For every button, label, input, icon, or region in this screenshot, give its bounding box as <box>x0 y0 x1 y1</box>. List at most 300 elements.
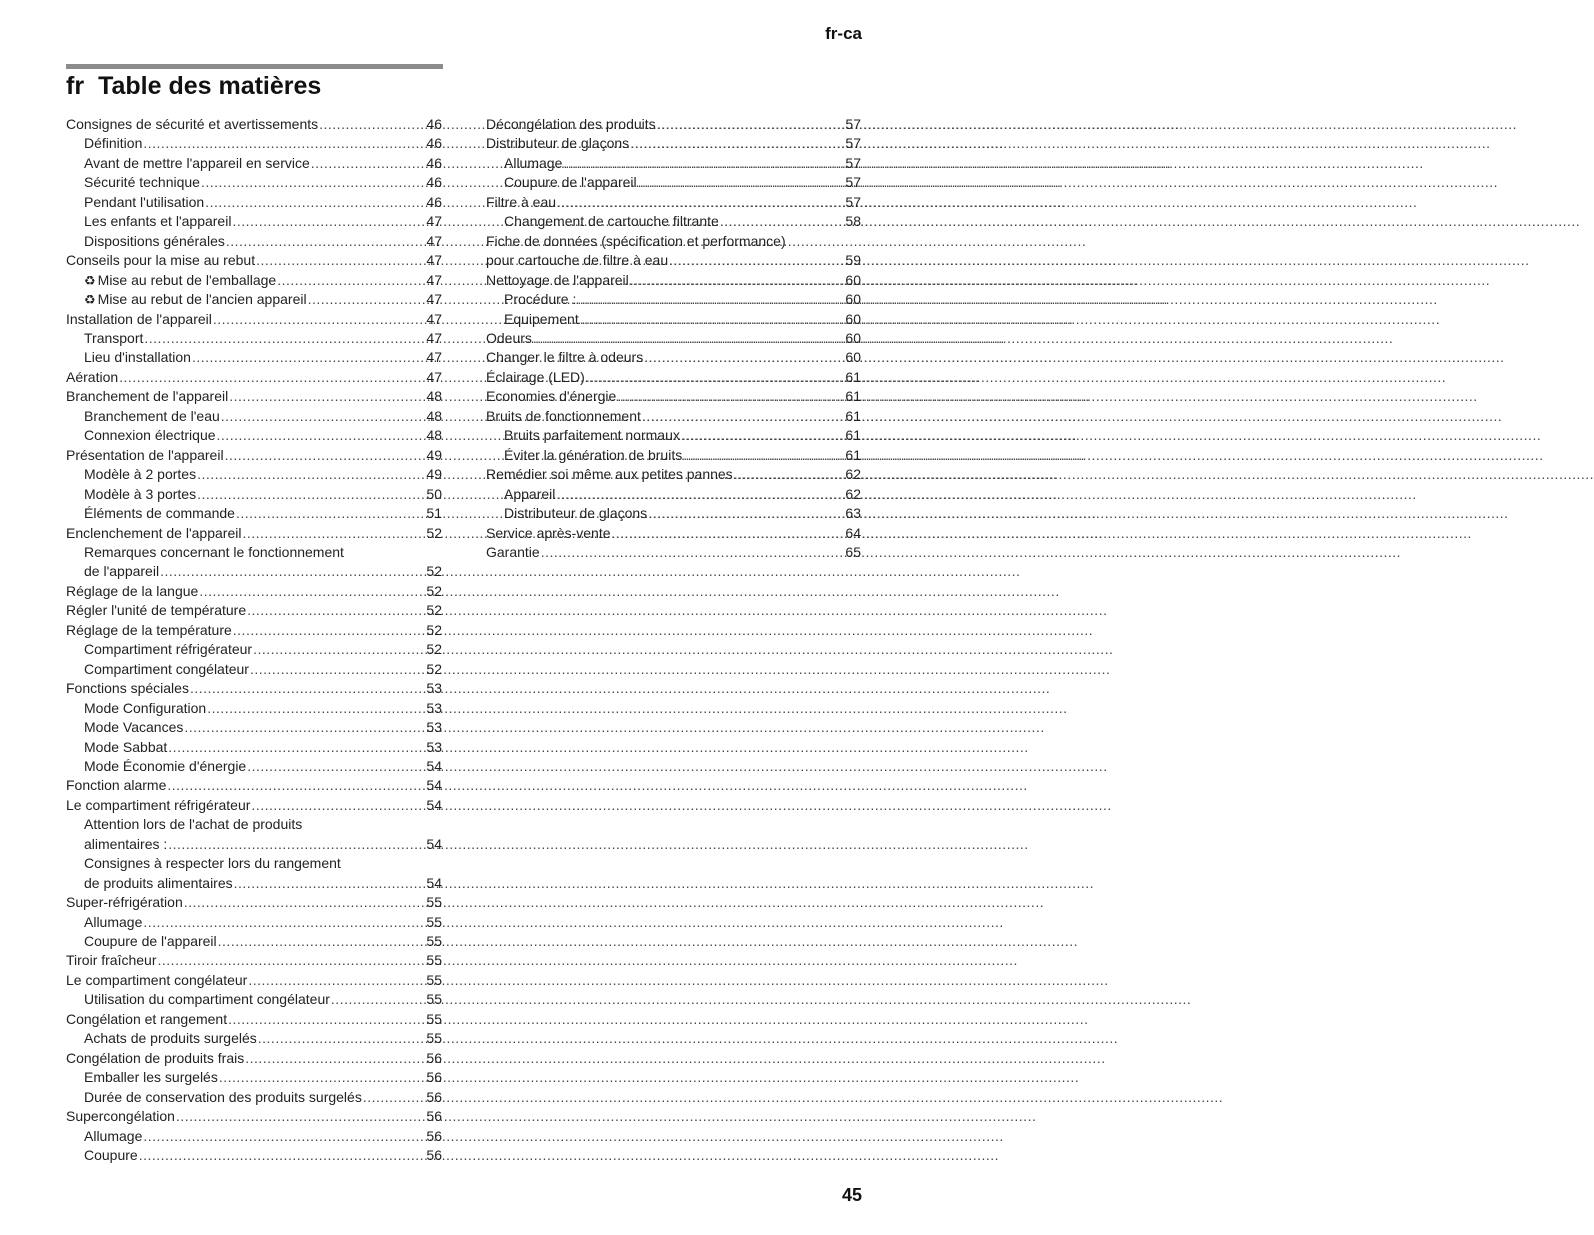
toc-entry-text: Fonction alarme <box>66 777 167 794</box>
toc-entry[interactable] <box>66 232 442 251</box>
dot-leader <box>167 776 414 795</box>
dot-leader <box>217 426 414 445</box>
toc-entry-text: Régler l'unité de température <box>66 602 247 619</box>
toc-entry-title <box>84 990 330 1009</box>
toc-entry-title-line: Attention lors de l'achat de produits <box>84 816 303 833</box>
toc-entry[interactable] <box>66 660 442 679</box>
toc-entry[interactable] <box>66 193 442 212</box>
toc-entry-title-line: Remarques concernant le fonctionnement <box>84 543 344 560</box>
toc-entry-title <box>84 154 310 173</box>
toc-column-right <box>486 115 861 562</box>
toc-entry-row <box>84 485 442 504</box>
dot-leader <box>184 718 414 737</box>
toc-entry-title <box>84 1146 138 1165</box>
dot-leader <box>681 426 833 445</box>
dot-leader <box>201 173 414 192</box>
toc-entry-title <box>66 524 241 543</box>
toc-entry-text: Congélation et rangement <box>66 1010 228 1027</box>
toc-entry-page: 60 <box>845 310 861 327</box>
dot-leader <box>556 485 833 504</box>
toc-entry-text: Emballer les surgelés <box>84 1069 218 1086</box>
toc-entry-text: Remédier soi même aux petites pannes <box>486 466 733 483</box>
toc-entry[interactable] <box>486 348 861 367</box>
dot-leader <box>228 1010 414 1029</box>
toc-entry[interactable] <box>66 348 442 367</box>
toc-entry[interactable] <box>486 368 861 387</box>
toc-entry-page: 61 <box>845 368 861 385</box>
toc-entry[interactable] <box>66 893 442 912</box>
toc-entry-row <box>66 679 442 698</box>
toc-entry-row <box>504 485 861 504</box>
toc-entry-row <box>84 718 442 737</box>
toc-entry-row <box>84 232 442 251</box>
toc-entry-text: Aération <box>66 368 119 385</box>
toc-entry-page: 47 <box>426 368 442 385</box>
toc-entry[interactable] <box>66 815 442 854</box>
toc-entry-text: Distributeur de glaçons <box>486 135 630 152</box>
toc-entry-title <box>84 640 252 659</box>
dot-leader <box>236 504 414 523</box>
toc-entry[interactable] <box>66 368 442 387</box>
toc-entry[interactable] <box>66 310 442 329</box>
toc-entry-page: 48 <box>426 388 442 405</box>
toc-entry-text: Branchement de l'eau <box>84 407 220 424</box>
toc-entry[interactable] <box>66 621 442 640</box>
dot-leader <box>143 913 414 932</box>
toc-entry-text: Les enfants et l'appareil <box>84 213 232 230</box>
dot-leader <box>311 154 414 173</box>
toc-entry-page: 52 <box>426 582 442 599</box>
toc-entry-title-line: Fiche de données (spécification et performance) <box>486 232 786 249</box>
toc-entry-page: 57 <box>845 116 861 132</box>
toc-entry-text: Odeurs <box>486 329 532 346</box>
toc-entry-title <box>486 524 611 543</box>
toc-entry-row <box>84 348 442 367</box>
toc-entry-page: 55 <box>426 1010 442 1027</box>
toc-entry-row <box>84 154 442 173</box>
toc-entry[interactable] <box>66 485 442 504</box>
toc-entry[interactable] <box>66 1029 442 1048</box>
toc-entry-row <box>486 407 861 426</box>
toc-entry[interactable] <box>66 212 442 231</box>
toc-entry-text: alimentaires : <box>84 835 168 852</box>
toc-entry-page: 60 <box>845 291 861 308</box>
toc-entry-page: 49 <box>426 466 442 483</box>
toc-entry-title <box>84 562 159 581</box>
dot-leader <box>143 1127 414 1146</box>
dot-leader <box>199 582 414 601</box>
toc-entry-row <box>84 290 442 309</box>
toc-entry-page: 55 <box>426 991 442 1008</box>
toc-entry-row <box>504 504 861 523</box>
dot-leader <box>612 524 833 543</box>
toc-entry[interactable] <box>66 1068 442 1087</box>
toc-entry-title <box>486 368 585 387</box>
toc-entry-page: 47 <box>426 252 442 269</box>
toc-entry[interactable] <box>66 154 442 173</box>
toc-entry-page: 47 <box>426 213 442 230</box>
toc-entry[interactable] <box>486 154 861 173</box>
toc-entry-title <box>486 329 532 348</box>
toc-entry-text: Transport <box>84 329 144 346</box>
toc-entry-row <box>66 776 442 795</box>
toc-entry[interactable] <box>66 640 442 659</box>
toc-entry-text: Super-réfrigération <box>66 894 183 911</box>
toc-entry[interactable] <box>486 407 861 426</box>
toc-entry-page: 49 <box>426 446 442 463</box>
toc-entry-page: 64 <box>845 524 861 541</box>
toc-entry-page: 51 <box>426 505 442 522</box>
toc-entry[interactable] <box>66 173 442 192</box>
toc-entry-row <box>66 621 442 640</box>
dot-leader <box>247 601 414 620</box>
dot-leader <box>256 251 414 270</box>
toc-entry-page: 62 <box>845 466 861 483</box>
toc-entry[interactable] <box>66 426 442 445</box>
dot-leader <box>225 446 414 465</box>
toc-entry-page: 55 <box>426 952 442 969</box>
toc-entry-page: 56 <box>426 1088 442 1105</box>
toc-entry-row <box>84 504 442 523</box>
toc-entry[interactable] <box>66 582 442 601</box>
toc-entry[interactable] <box>66 504 442 523</box>
dot-leader <box>184 893 414 912</box>
dot-leader <box>308 290 414 309</box>
toc-entry-page: 56 <box>426 1127 442 1144</box>
toc-entry[interactable] <box>66 1127 442 1146</box>
toc-entry-row <box>84 990 442 1009</box>
toc-entry[interactable] <box>66 601 442 620</box>
toc-entry[interactable] <box>66 932 442 951</box>
dot-leader <box>119 368 414 387</box>
toc-entry-text: Bruits de fonctionnement <box>486 407 641 424</box>
dot-leader <box>176 1107 414 1126</box>
toc-entry[interactable] <box>486 115 861 134</box>
toc-entry-page: 62 <box>845 485 861 502</box>
toc-entry-text: Utilisation du compartiment congélateur <box>84 991 330 1008</box>
toc-entry-text: Réglage de la langue <box>66 582 199 599</box>
dot-leader <box>234 874 414 893</box>
toc-entry-text: Consignes de sécurité et avertissements <box>66 116 319 132</box>
dot-leader <box>213 310 414 329</box>
toc-entry-row <box>66 446 442 465</box>
toc-entry-page: 55 <box>426 1030 442 1047</box>
dot-leader <box>219 1068 414 1087</box>
toc-entry[interactable] <box>66 699 442 718</box>
toc-entry-row <box>486 387 861 406</box>
toc-entry-title <box>84 874 233 893</box>
toc-entry[interactable] <box>486 426 861 445</box>
toc-entry-text: Service après-vente <box>486 524 611 541</box>
dot-leader <box>144 329 414 348</box>
toc-entry[interactable] <box>66 524 442 543</box>
toc-entry[interactable] <box>66 543 442 582</box>
toc-entry-row <box>66 115 442 134</box>
toc-entry[interactable] <box>66 1049 442 1068</box>
toc-entry-title <box>84 932 217 951</box>
toc-entry-title <box>84 426 216 445</box>
toc-entry-row <box>84 660 442 679</box>
toc-entry-title <box>66 1010 227 1029</box>
toc-entry-title <box>84 1127 142 1146</box>
toc-entry[interactable] <box>486 465 861 484</box>
toc-entry-title <box>486 465 733 484</box>
toc-entry-title <box>84 738 167 757</box>
toc-entry-text: Mode Vacances <box>84 719 184 736</box>
toc-entry-row <box>66 951 442 970</box>
toc-entry-row <box>84 193 442 212</box>
toc-entry-text: Dispositions générales <box>84 232 225 249</box>
toc-entry-row <box>504 446 861 465</box>
toc-entry-text: Lieu d'installation <box>84 349 191 366</box>
toc-entry-page: 61 <box>845 407 861 424</box>
toc-entry[interactable] <box>66 271 442 290</box>
toc-entry-title <box>84 329 143 348</box>
toc-entry-row <box>486 368 861 387</box>
toc-entry-page: 54 <box>426 757 442 774</box>
toc-entry-title <box>486 271 629 290</box>
toc-entry-title <box>66 893 183 912</box>
toc-entry-text: Éclairage (LED) <box>486 368 585 385</box>
toc-entry[interactable] <box>486 504 861 523</box>
dot-leader <box>580 310 833 329</box>
toc-entry-text: Nettoyage de l'appareil <box>486 271 629 288</box>
toc-entry[interactable] <box>66 951 442 970</box>
toc-entry-title <box>84 212 231 231</box>
toc-entry-page: 58 <box>845 213 861 230</box>
toc-entry-page: 60 <box>845 349 861 366</box>
toc-entry-title <box>504 154 562 173</box>
toc-entry-title <box>84 718 183 737</box>
toc-entry[interactable] <box>486 310 861 329</box>
toc-entry-row <box>66 387 442 406</box>
toc-entry-title <box>84 348 191 367</box>
dot-leader <box>207 699 414 718</box>
toc-entry[interactable] <box>66 115 442 134</box>
toc-entry[interactable] <box>486 446 861 465</box>
toc-entry[interactable] <box>66 913 442 932</box>
dot-leader <box>657 115 833 134</box>
toc-entry-row <box>486 543 861 562</box>
toc-entry[interactable] <box>486 329 861 348</box>
toc-entry-text: Présentation de l'appareil <box>66 446 224 463</box>
toc-entry-text: Economies d'énergie <box>486 388 617 405</box>
toc-entry[interactable] <box>486 193 861 212</box>
toc-entry[interactable] <box>66 776 442 795</box>
toc-entry[interactable] <box>486 173 861 192</box>
toc-entry-page: 53 <box>426 719 442 736</box>
toc-entry-page: 55 <box>426 894 442 911</box>
toc-entry-title <box>66 679 189 698</box>
toc-entry-text: Installation de l'appareil <box>66 310 212 327</box>
toc-entry[interactable] <box>486 290 861 309</box>
toc-entry-page: 55 <box>426 933 442 950</box>
toc-entry-text: de produits alimentaires <box>84 874 233 891</box>
dot-leader <box>541 543 833 562</box>
toc-entry-title <box>84 134 142 153</box>
page-number: 45 <box>841 1185 862 1205</box>
toc-entry-page: 57 <box>845 154 861 171</box>
toc-entry-row <box>84 212 442 231</box>
toc-entry-text: Coupure de l'appareil <box>504 174 637 191</box>
dot-leader <box>630 271 833 290</box>
toc-entry[interactable] <box>486 485 861 504</box>
toc-entry-row <box>84 932 442 951</box>
toc-entry[interactable] <box>486 212 861 231</box>
toc-entry[interactable] <box>66 1107 442 1126</box>
toc-entry[interactable] <box>66 290 442 309</box>
dot-leader <box>158 951 414 970</box>
toc-entry-row <box>84 640 442 659</box>
toc-entry-text: Equipement <box>504 310 579 327</box>
toc-entry[interactable] <box>66 757 442 776</box>
toc-entry-text: Branchement de l'appareil <box>66 388 229 405</box>
toc-entry-title <box>84 913 142 932</box>
toc-entry-text: Décongélation des produits <box>486 116 656 132</box>
toc-entry-row <box>486 465 861 484</box>
dot-leader <box>648 504 833 523</box>
toc-entry[interactable] <box>66 387 442 406</box>
toc-entry-title <box>66 971 247 990</box>
toc-entry-text: Mise au rebut de l'emballage <box>97 271 277 288</box>
toc-entry[interactable] <box>66 1010 442 1029</box>
toc-entry-page: 52 <box>426 621 442 638</box>
toc-entry-page: 52 <box>426 641 442 658</box>
toc-entry-title <box>486 193 556 212</box>
toc-entry-row <box>66 1010 442 1029</box>
toc-entry-title <box>84 757 246 776</box>
toc-entry[interactable] <box>66 407 442 426</box>
toc-entry-row <box>504 212 861 231</box>
toc-entry-title <box>486 251 668 270</box>
dot-leader <box>557 193 833 212</box>
toc-entry-text: Allumage <box>84 913 143 930</box>
toc-entry-title <box>66 601 246 620</box>
toc-entry[interactable] <box>66 738 442 757</box>
toc-entry-title <box>486 543 540 562</box>
toc-entry-text: Changement de cartouche filtrante <box>504 213 719 230</box>
toc-entry-page: 52 <box>426 563 442 580</box>
toc-entry[interactable] <box>66 971 442 990</box>
dot-leader <box>232 212 414 231</box>
dot-leader <box>642 407 833 426</box>
toc-entry-page: 46 <box>426 193 442 210</box>
toc-entry-page: 47 <box>426 310 442 327</box>
toc-entry-title <box>66 582 198 601</box>
toc-entry[interactable] <box>66 465 442 484</box>
toc-entry-title <box>84 504 235 523</box>
toc-entry-page: 65 <box>845 543 861 560</box>
toc-entry-title <box>84 1029 257 1048</box>
toc-entry-title <box>84 232 225 251</box>
toc-entry-page: 54 <box>426 874 442 891</box>
toc-entry-page: 55 <box>426 913 442 930</box>
toc-entry[interactable] <box>66 990 442 1009</box>
toc-entry-row <box>486 271 861 290</box>
dot-leader <box>168 835 414 854</box>
toc-entry-row <box>504 426 861 445</box>
toc-entry-text: Durée de conservation des produits surgelés <box>84 1088 362 1105</box>
dot-leader <box>586 368 833 387</box>
toc-entry-page: 47 <box>426 232 442 249</box>
toc-entry-text: Connexion électrique <box>84 427 216 444</box>
toc-entry-row <box>84 1088 442 1107</box>
toc-entry-title <box>504 290 576 309</box>
toc-entry-title <box>486 387 616 406</box>
toc-entry[interactable] <box>66 1088 442 1107</box>
toc-entry-row <box>486 115 861 134</box>
toc-entry[interactable] <box>66 796 442 815</box>
toc-entry[interactable] <box>486 524 861 543</box>
toc-entry-row <box>84 134 442 153</box>
toc-entry[interactable] <box>66 854 442 893</box>
toc-entry-title-line: Consignes à respecter lors du rangement <box>84 855 341 872</box>
toc-entry[interactable] <box>486 134 861 153</box>
toc-entry-page: 61 <box>845 427 861 444</box>
toc-entry-title <box>504 426 680 445</box>
toc-entry[interactable] <box>486 543 861 562</box>
dot-leader <box>205 193 414 212</box>
toc-entry-text: Garantie <box>486 543 540 560</box>
toc-entry[interactable] <box>66 446 442 465</box>
toc-entry[interactable] <box>486 271 861 290</box>
dot-leader <box>644 348 833 367</box>
toc-entry-title <box>84 835 167 854</box>
toc-entry-row <box>84 757 442 776</box>
toc-entry-title <box>66 1107 175 1126</box>
recycle-icon: ♻ <box>84 272 96 288</box>
toc-entry[interactable] <box>486 232 861 271</box>
toc-entry-row <box>84 738 442 757</box>
toc-entry-page: 57 <box>845 135 861 152</box>
toc-entry[interactable] <box>66 679 442 698</box>
dot-leader <box>160 562 414 581</box>
toc-entry-page: 47 <box>426 271 442 288</box>
toc-entry-page: 46 <box>426 135 442 152</box>
toc-entry[interactable] <box>66 134 442 153</box>
dot-leader <box>617 387 833 406</box>
toc-entry-page: 61 <box>845 446 861 463</box>
toc-entry-title <box>84 271 276 290</box>
toc-entry-title <box>84 465 196 484</box>
dot-leader <box>192 348 414 367</box>
dot-leader <box>143 134 414 153</box>
toc-entry-row <box>84 1068 442 1087</box>
dot-leader <box>168 738 414 757</box>
toc-entry-text: Mode Économie d'énergie <box>84 757 247 774</box>
toc-entry[interactable] <box>66 251 442 270</box>
toc-entry-text: Mise au rebut de l'ancien appareil <box>97 291 307 308</box>
dot-leader <box>190 679 414 698</box>
dot-leader <box>669 251 833 270</box>
toc-entry-title <box>504 310 579 329</box>
toc-entry-page: 53 <box>426 680 442 697</box>
toc-entry-text: Mode Sabbat <box>84 738 168 755</box>
toc-entry[interactable] <box>66 718 442 737</box>
toc-entry-row <box>84 465 442 484</box>
dot-leader <box>247 757 414 776</box>
toc-entry[interactable] <box>66 1146 442 1165</box>
toc-entry[interactable] <box>66 329 442 348</box>
toc-entry-title <box>504 173 637 192</box>
toc-column-left <box>66 115 442 1165</box>
toc-entry-text: Filtre à eau <box>486 193 557 210</box>
toc-entry-text: Achats de produits surgelés <box>84 1030 257 1047</box>
toc-entry-row <box>84 1029 442 1048</box>
toc-entry-text: Modèle à 2 portes <box>84 466 197 483</box>
toc-entry-title <box>84 193 204 212</box>
toc-entry[interactable] <box>486 387 861 406</box>
